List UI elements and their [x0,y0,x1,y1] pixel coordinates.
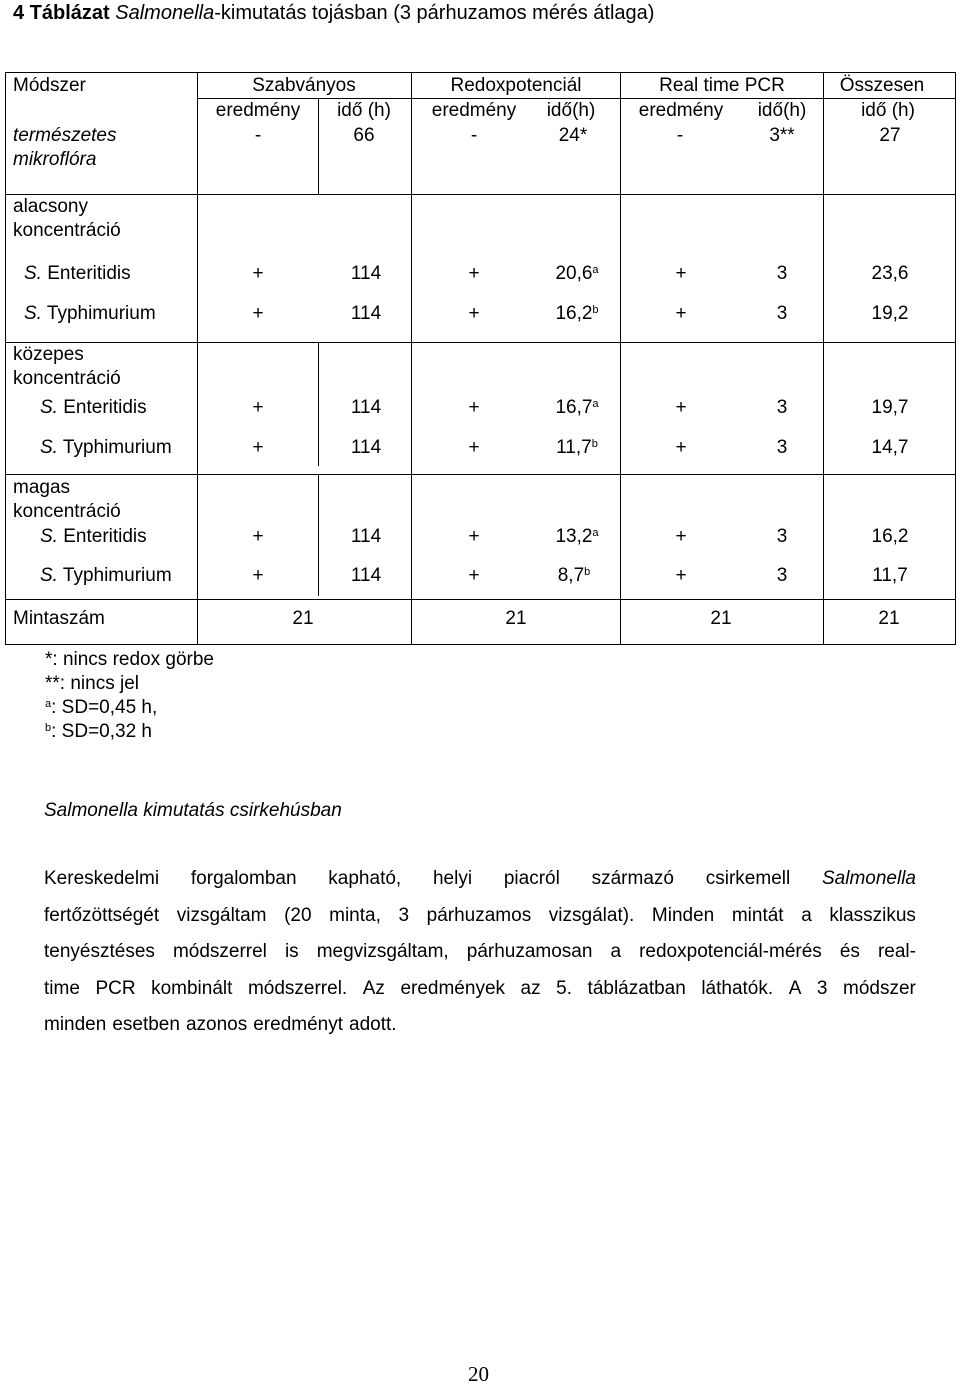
cell-value: 8,7 [557,565,585,586]
natural-val-4: 24* [558,125,588,146]
paragraph-word: megvizsgáltam, [316,941,449,962]
paragraph-line-5 [44,1007,916,1044]
species-genus: S. [40,526,58,547]
species-genus: S. [40,397,58,418]
table-cell: 19,7 [871,397,909,418]
header-group-redox: Redoxpotenciál [450,75,582,96]
paragraph-word: Az [362,977,385,999]
paragraph-word: vizsgálat). [548,904,635,926]
footnote-4 [45,720,152,744]
footnote-3-text: : SD=0,45 h, [51,697,158,718]
table-cell: 3 [776,437,788,458]
table-cell: + [675,437,687,458]
paragraph-word-italic: Salmonella [821,868,916,889]
subhead-time-3: idő(h) [757,100,807,121]
paragraph-word: esetben [112,1014,180,1035]
row-species [24,302,156,326]
paragraph-word: PCR [95,977,136,999]
paragraph-line-4 [44,971,916,1008]
row-species [24,262,131,286]
species-genus: S. [24,303,42,324]
table-cell: + [252,397,264,418]
subhead-result-2: eredmény [431,100,517,121]
table-vrule-6 [318,342,319,466]
paragraph-word: módszerrel. [247,977,348,999]
paragraph-word: eredményt [253,1014,344,1035]
table-vrule-3 [620,72,621,645]
header-group-total: Összesen [839,75,925,96]
header-method: Módszer [13,75,86,96]
paragraph-word: helyi [432,868,473,889]
paragraph-word: (20 [284,904,312,926]
cell-superscript: a [592,527,599,539]
cell-value: 20,6 [555,263,593,284]
cell-superscript: b [584,566,591,578]
species-genus: S. [24,263,42,284]
table-rule-low [5,342,956,343]
table-cell: + [468,303,480,324]
table-cell-sup [555,262,598,286]
paragraph-word: azonos [185,1014,248,1035]
paragraph-word: és [839,941,860,962]
paragraph-word: 3 [398,904,410,926]
table-cell: + [468,565,480,586]
sample-val-1: 21 [292,608,314,629]
table-cell-sup [556,436,598,460]
paragraph-word: redoxpotenciál-mérés [639,941,822,962]
natural-val-1: - [254,125,262,146]
cell-superscript: b [591,438,598,450]
table-vrule-5 [318,98,319,194]
table-cell: 16,2 [871,526,909,547]
table-cell-sup [558,564,591,588]
subhead-result-3: eredmény [638,100,724,121]
table-cell: + [675,263,687,284]
row-species [40,525,147,549]
sample-val-2: 21 [505,608,527,629]
table-rule-natural [5,194,956,195]
paragraph-word: vizsgáltam [176,904,267,926]
table-cell: 114 [350,565,382,586]
table-cell-sup [555,396,598,420]
species-genus: S. [40,437,58,458]
subhead-time-total: idő (h) [861,100,915,121]
table-cell: + [468,397,480,418]
table-vrule-2 [411,72,412,645]
table-cell: 14,7 [871,437,909,458]
cell-superscript: a [592,398,599,410]
species-name: Enteritidis [47,263,131,284]
table-cell: + [252,437,264,458]
paragraph-word: minta, [329,904,381,926]
paragraph-word: Minden [651,904,715,926]
sample-label: Mintaszám [13,608,105,629]
table-cell: 19,2 [871,303,909,324]
cell-value: 13,2 [555,526,593,547]
paragraph-word: párhuzamosan [466,941,593,962]
table-vrule-7 [318,474,319,596]
group-label-mid-2: koncentráció [13,368,121,389]
paragraph-word: a [610,941,622,962]
group-label-low-2: koncentráció [13,220,121,241]
paragraph-word: táblázatban [587,977,686,999]
paragraph-word: származó [591,868,674,889]
paragraph-word: láthatók. [701,977,774,999]
species-genus: S. [40,565,58,586]
paragraph-word: az [520,977,541,999]
paragraph-word: tenyésztéses [44,941,155,962]
table-cell: 3 [776,565,788,586]
paragraph-word: a [801,904,812,926]
table-cell-sup [555,302,598,326]
table-cell: + [252,526,264,547]
table-cell: + [675,565,687,586]
cell-superscript: b [592,304,599,316]
group-label-high-2: koncentráció [13,501,121,522]
paragraph-word: eredmények [400,977,506,999]
row-species [40,436,172,460]
paragraph-word: párhuzamos [426,904,532,926]
table-cell: 114 [350,303,382,324]
species-name: Enteritidis [63,397,147,418]
caption-label: 4 Táblázat [13,2,110,24]
table-cell-sup [555,525,598,549]
table-cell: 3 [776,526,788,547]
group-label-low-1: alacsony [13,196,88,217]
table-caption [13,2,654,25]
paragraph-word: 3 [816,977,828,999]
table-cell: + [468,263,480,284]
caption-rest: -kimutatás tojásban (3 párhuzamos mérés átlaga) [214,2,655,24]
table-cell: 23,6 [871,263,909,284]
row-label-natural-1: természetes [13,125,117,146]
paragraph-word: Kereskedelmi [44,868,160,889]
subhead-time-2: idő(h) [546,100,596,121]
paragraph-word: mintát [731,904,784,926]
table-cell: 3 [776,263,788,284]
paragraph-word: real- [877,941,916,962]
table-cell: + [252,565,264,586]
table-cell: 114 [350,397,382,418]
table-cell: + [252,263,264,284]
table-cell: 114 [350,437,382,458]
cell-value: 16,2 [555,303,593,324]
natural-val-3: - [470,125,478,146]
table-cell: 114 [350,263,382,284]
table-cell: + [252,303,264,324]
cell-value: 11,7 [556,437,592,458]
table-rule-mid [5,474,956,475]
natural-val-2: 66 [353,125,375,146]
species-name: Typhimurium [62,565,172,586]
row-species [40,396,147,420]
footnote-2: **: nincs jel [45,673,139,694]
group-label-mid-1: közepes [13,344,84,365]
table-cell: + [675,303,687,324]
cell-value: 16,7 [555,397,593,418]
species-name: Typhimurium [62,437,172,458]
table-vrule-4 [823,72,824,645]
caption-italic: Salmonella [115,2,215,24]
paragraph-word: csirkemell [705,868,791,889]
paragraph-word: minden [44,1014,107,1035]
table-cell: 3 [776,303,788,324]
table-cell: 3 [776,397,788,418]
natural-val-7: 27 [879,125,901,146]
paragraph-word: módszer [843,977,916,999]
paragraph-word: adott. [349,1014,397,1035]
table-cell: + [675,397,687,418]
footnote-1: *: nincs redox görbe [45,649,214,670]
subhead-time-1: idő (h) [337,100,391,121]
table-cell: + [468,437,480,458]
paragraph-line-3 [44,934,916,971]
table-cell: 11,7 [872,565,908,586]
paragraph-word: is [284,941,299,962]
paragraph-word: A [788,977,802,999]
table-cell: + [468,526,480,547]
header-group-pcr: Real time PCR [659,75,785,96]
paragraph-line-1 [44,861,916,898]
row-label-natural-2: mikroflóra [13,149,97,170]
paragraph-word: kombinált [151,977,233,999]
natural-val-6: 3** [769,125,795,146]
section-title: Salmonella kimutatás csirkehúsban [44,800,342,821]
paragraph-word: módszerrel [172,941,267,962]
footnote-3-sup: a [45,698,52,710]
body-paragraph [44,861,916,1044]
paragraph-word: 5. [556,977,573,999]
sample-val-3: 21 [710,608,732,629]
paragraph-word: piacról [503,868,560,889]
group-label-high-1: magas [13,477,71,498]
footnote-4-text: : SD=0,32 h [51,721,152,742]
natural-val-5: - [676,125,684,146]
cell-superscript: a [592,264,599,276]
species-name: Typhimurium [46,303,156,324]
page-number: 20 [468,1362,489,1386]
row-species [40,564,172,588]
paragraph-word: klasszikus [829,904,916,926]
paragraph-line-2 [44,898,916,935]
table-rule-sample-top [5,599,956,600]
results-table [5,72,956,645]
paragraph-word: fertőzöttségét [44,904,160,926]
table-cell: + [675,526,687,547]
footnote-3 [45,696,157,720]
header-group-standard: Szabványos [252,75,356,96]
species-name: Enteritidis [63,526,147,547]
footnote-4-sup: b [45,722,52,734]
paragraph-word: time [44,977,80,999]
subhead-result-1: eredmény [215,100,301,121]
table-cell: 114 [350,526,382,547]
sample-val-4: 21 [878,608,900,629]
paragraph-word: kapható, [328,868,402,889]
table-vrule-1 [197,72,198,645]
paragraph-word: forgalomban [190,868,297,889]
